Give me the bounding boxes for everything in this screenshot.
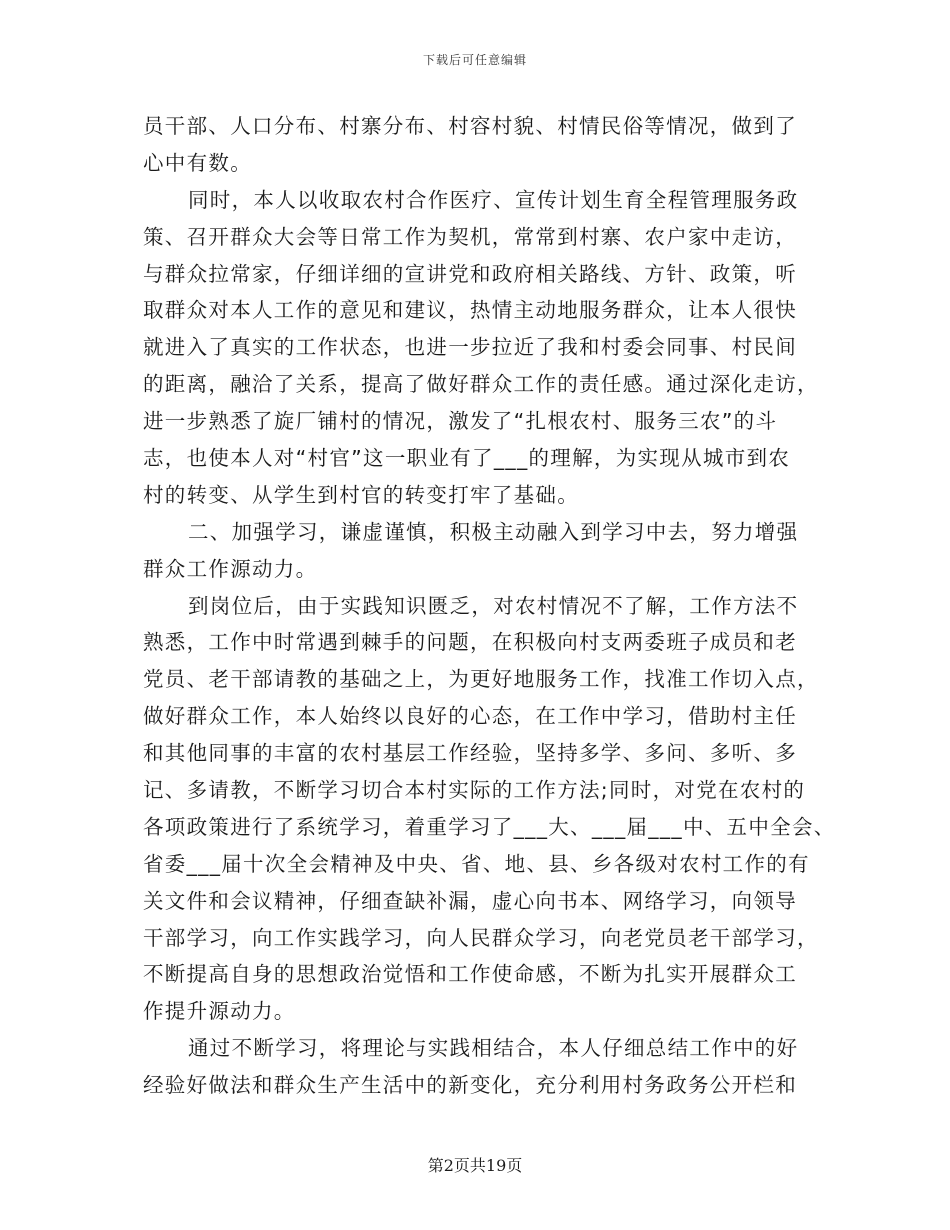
text-line: 记、多请教，不断学习切合本村实际的工作方法;同时，对党在农村的 bbox=[143, 778, 806, 803]
text-line: 经验好做法和群众生产生活中的新变化，充分利用村务政务公开栏和 bbox=[143, 1073, 797, 1098]
paragraph-start-line: 通过不断学习，将理论与实践相结合，本人仔细总结工作中的好 bbox=[188, 1036, 799, 1061]
paragraph-start-line: 到岗位后，由于实践知识匮乏，对农村情况不了解，工作方法不 bbox=[188, 593, 799, 618]
text-line: 的距离，融洽了关系，提高了做好群众工作的责任感。通过深化走访， bbox=[143, 372, 819, 397]
section-heading-line: 二、加强学习，谦虚谨慎，积极主动融入到学习中去，努力增强 bbox=[188, 519, 799, 544]
text-line: 进一步熟悉了旋厂铺村的情况，激发了“扎根农村、服务三农”的斗 bbox=[143, 409, 778, 434]
text-line: 各项政策进行了系统学习，着重学习了___大、___届___中、五中全会、 bbox=[143, 814, 836, 839]
document-body bbox=[143, 108, 836, 1104]
text-line: 党员、老干部请教的基础之上，为更好地服务工作，找准工作切入点， bbox=[143, 667, 819, 692]
text-line: 关文件和会议精神，仔细查缺补漏，虚心向书本、网络学习，向领导 bbox=[143, 888, 797, 913]
page-header: 下载后可任意编辑 bbox=[422, 53, 527, 67]
text-line: 员干部、人口分布、村寨分布、村容村貌、村情民俗等情况，做到了 bbox=[143, 114, 797, 138]
text-line: 省委___届十次全会精神及中央、省、地、县、乡各级对农村工作的有 bbox=[143, 851, 810, 876]
text-line: 作提升源动力。 bbox=[143, 999, 296, 1024]
text-line: 与群众拉常家，仔细详细的宣讲党和政府相关路线、方针、政策，听 bbox=[143, 261, 797, 286]
text-line: 和其他同事的丰富的农村基层工作经验，坚持多学、多问、多听、多 bbox=[143, 741, 797, 766]
text-line: 熟悉，工作中时常遇到棘手的问题，在积极向村支两委班子成员和老 bbox=[143, 630, 797, 655]
text-line: 策、召开群众大会等日常工作为契机，常常到村寨、农户家中走访， bbox=[143, 224, 797, 249]
section-heading-line: 群众工作源动力。 bbox=[143, 556, 318, 581]
text-line: 做好群众工作，本人始终以良好的心态，在工作中学习，借助村主任 bbox=[143, 704, 797, 729]
text-line: 就进入了真实的工作状态，也进一步拉近了我和村委会同事、村民间 bbox=[143, 335, 797, 360]
text-line: 村的转变、从学生到村官的转变打牢了基础。 bbox=[143, 482, 579, 507]
text-line: 取群众对本人工作的意见和建议，热情主动地服务群众，让本人很快 bbox=[143, 298, 797, 323]
page-number: 第2页共19页 bbox=[427, 1156, 523, 1175]
text-line: 志，也使本人对“村官”这一职业有了___的理解，为实现从城市到农 bbox=[143, 446, 791, 471]
text-line: 心中有数。 bbox=[143, 150, 252, 175]
text-line: 不断提高自身的思想政治觉悟和工作使命感，不断为扎实开展群众工 bbox=[143, 962, 797, 987]
paragraph-start-line: 同时，本人以收取农村合作医疗、宣传计划生育全程管理服务政 bbox=[188, 187, 799, 212]
text-line: 干部学习，向工作实践学习，向人民群众学习，向老党员老干部学习， bbox=[143, 925, 819, 950]
